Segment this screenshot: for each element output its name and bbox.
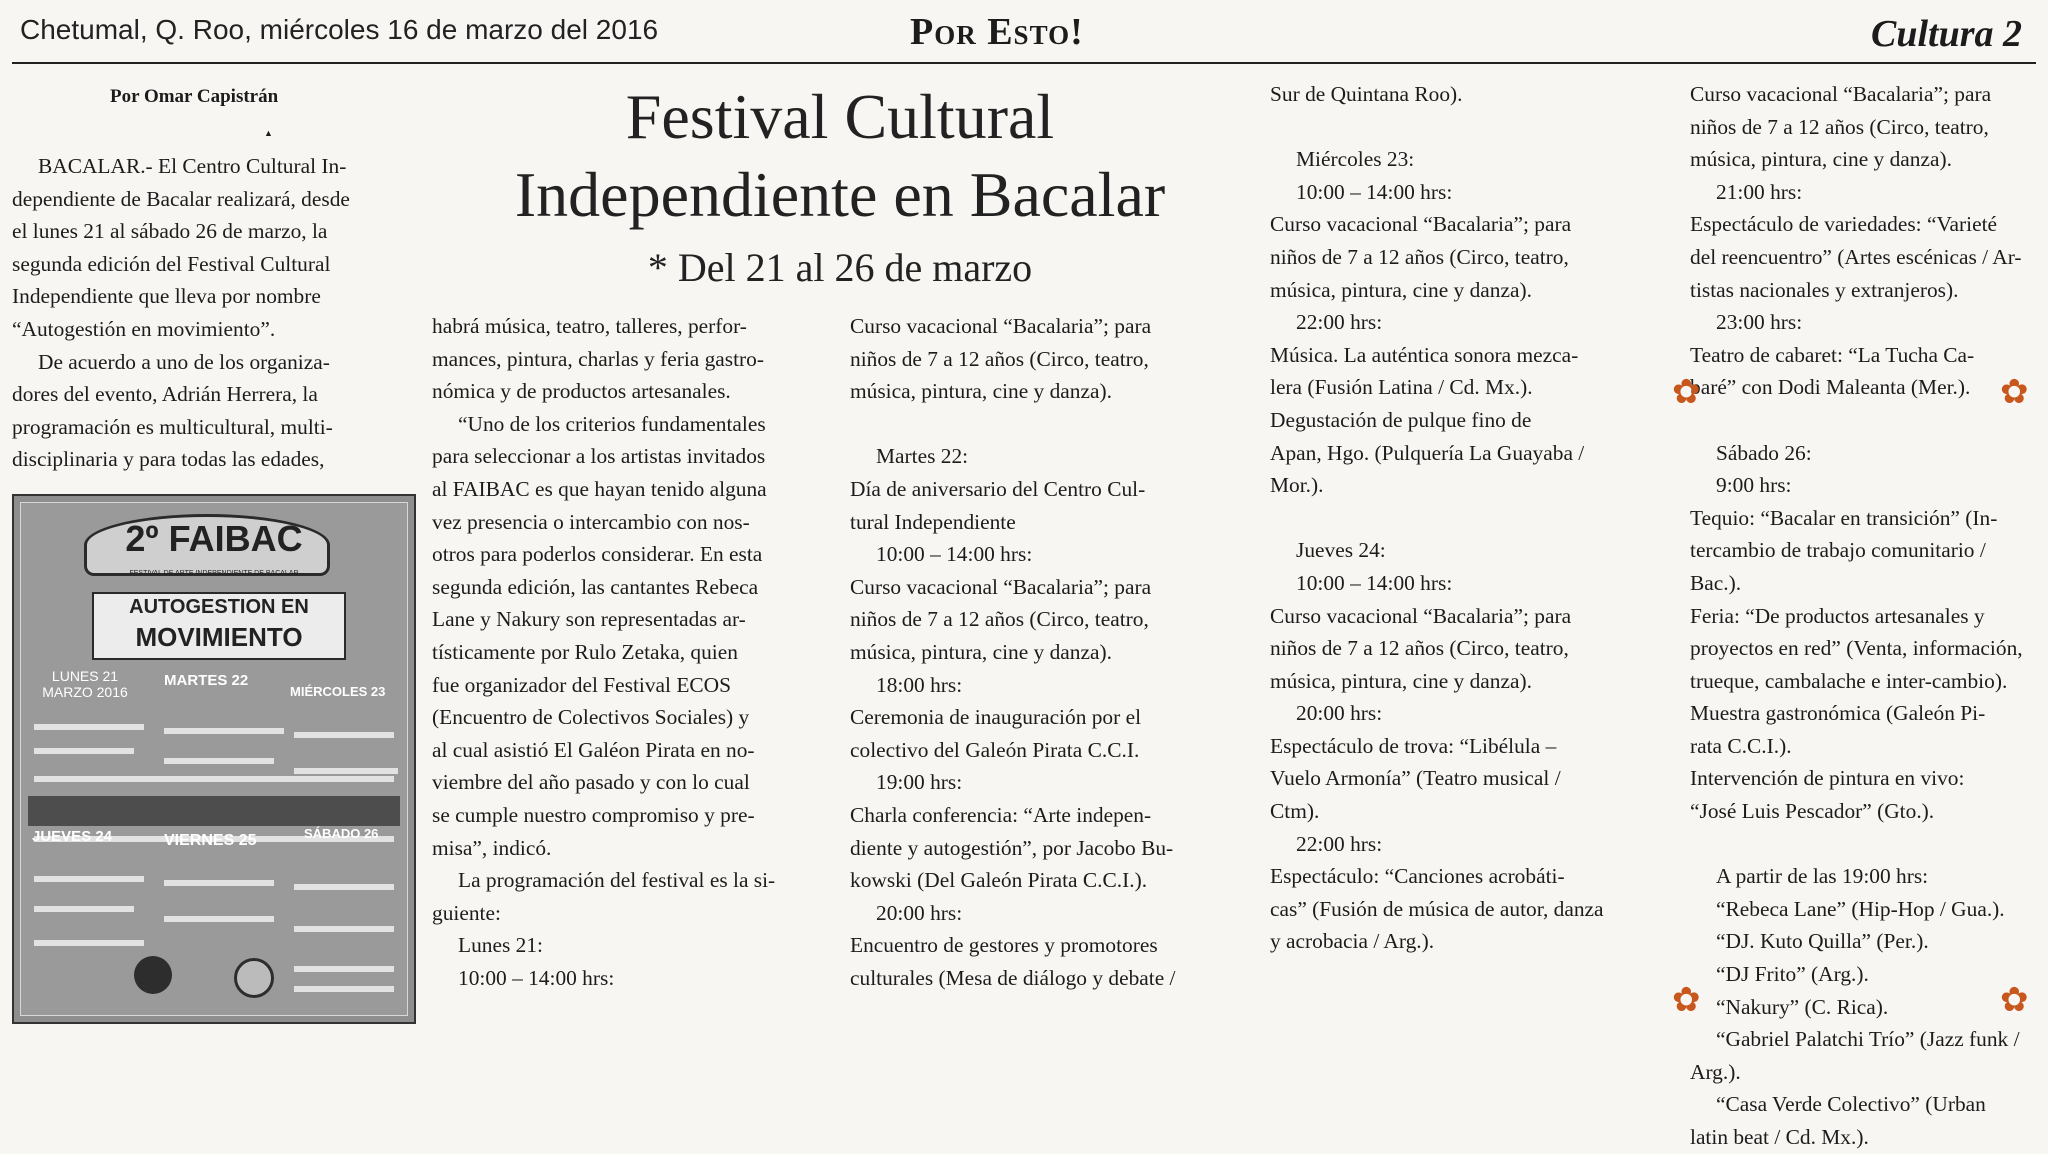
article-line [850, 408, 1250, 441]
article-line: niños de 7 a 12 años (Circo, teatro, [1690, 114, 1989, 139]
column-5 [1690, 78, 2036, 1154]
article-line: (Encuentro de Colectivos Sociales) y [432, 705, 750, 730]
article-line: y acrobacia / Arg.). [1270, 929, 1435, 954]
article-line: culturales (Mesa de diálogo y debate / [850, 965, 1176, 990]
poster-text-line [164, 880, 274, 886]
column-2 [432, 310, 828, 994]
article-line: 9:00 hrs: [1716, 473, 1792, 498]
article-line: nómica y de productos artesanales. [432, 379, 731, 404]
poster-headline-1: AUTOGESTION EN [129, 596, 309, 618]
poster-text-line [294, 768, 398, 774]
article-line: Ceremonia de inauguración por el [850, 705, 1142, 730]
article-line: dores del evento, Adrián Herrera, la [12, 382, 318, 407]
article-line [1270, 502, 1668, 535]
title-line-2: Independiente en Bacalar [514, 159, 1166, 230]
article-line: proyectos en red” (Venta, información, [1690, 636, 2023, 661]
article-line: A partir de las 19:00 hrs: [1716, 864, 1929, 889]
ornament-icon: ✿ [2000, 374, 2029, 411]
poster-sponsor-logo [134, 956, 172, 994]
article-line: 20:00 hrs: [876, 900, 963, 925]
article-line: misa”, indicó. [432, 835, 552, 860]
article-line: Espectáculo de trova: “Libélula – [1270, 733, 1557, 758]
article-line: 10:00 – 14:00 hrs: [1296, 570, 1453, 595]
article-line: Degustación de pulque fino de [1270, 407, 1532, 432]
poster-text-line [34, 748, 134, 754]
byline: Por Omar Capistrán [110, 86, 279, 107]
article-line: segunda edición del Festival Cultural [12, 251, 331, 276]
article-line: música, pintura, cine y danza). [850, 639, 1112, 664]
article-line: Vuelo Armonía” (Teatro musical / [1270, 766, 1561, 791]
poster-subtitle: FESTIVAL DE ARTE INDEPENDIENTE DE BACALAR [129, 570, 299, 577]
article-line: “Casa Verde Colectivo” (Urban [1716, 1092, 1986, 1117]
article-line: “Nakury” (C. Rica). [1716, 994, 1889, 1019]
article-line: Sur de Quintana Roo). [1270, 82, 1463, 106]
poster-text-line [294, 926, 394, 932]
poster-edition: 2º FAIBAC [125, 518, 303, 559]
article-line: Arg.). [1690, 1059, 1741, 1084]
article-line: mances, pintura, charlas y feria gastro- [432, 346, 765, 371]
poster-text-line [294, 986, 394, 992]
article-line: 10:00 – 14:00 hrs: [458, 965, 615, 990]
article-line: Independiente que lleva por nombre [12, 284, 321, 309]
poster-text-line [34, 940, 144, 946]
poster-day-2: MARTES 22 [164, 672, 249, 689]
article-line: 21:00 hrs: [1716, 179, 1803, 204]
article-line: guiente: [432, 900, 501, 925]
article-line: tistas nacionales y extranjeros). [1690, 277, 1959, 302]
article-line: “Gabriel Palatchi Trío” (Jazz funk / [1716, 1027, 2020, 1052]
poster-headline-2: MOVIMIENTO [135, 622, 303, 652]
article-line: al cual asistió El Galéon Pirata en no- [432, 737, 755, 762]
article-line: Encuentro de gestores y promotores [850, 933, 1158, 958]
article-line: programación es multicultural, multi- [12, 414, 333, 439]
poster-text-line [34, 876, 144, 882]
article-line: “Autogestión en movimiento”. [12, 316, 276, 341]
poster-text-line [294, 732, 394, 738]
article-line: segunda edición, las cantantes Rebeca [432, 574, 759, 599]
article-line: Lunes 21: [458, 933, 543, 958]
article-line: 19:00 hrs: [876, 770, 963, 795]
article-line: fue organizador del Festival ECOS [432, 672, 732, 697]
article-line: 10:00 – 14:00 hrs: [876, 542, 1033, 567]
article-line: Martes 22: [876, 444, 969, 469]
article-line: Teatro de cabaret: “La Tucha Ca- [1690, 342, 1975, 367]
poster-sponsor-logo [234, 958, 274, 998]
article-line: kowski (Del Galeón Pirata C.C.I.). [850, 868, 1148, 893]
article-line: Jueves 24: [1296, 538, 1386, 563]
article-line: música, pintura, cine y danza). [850, 379, 1112, 404]
article-line: Miércoles 23: [1296, 147, 1415, 172]
page-header [0, 0, 2048, 64]
article-line: Feria: “De productos artesanales y [1690, 603, 1985, 628]
poster-day-1: LUNES 21 MARZO 2016 [42, 668, 128, 700]
article-line [1690, 828, 2036, 861]
article-line: Día de aniversario del Centro Cul- [850, 476, 1146, 501]
article-line: 20:00 hrs: [1296, 701, 1383, 726]
article-line: música, pintura, cine y danza). [1270, 668, 1532, 693]
poster-text-line [164, 758, 274, 764]
article-line: 23:00 hrs: [1716, 310, 1803, 335]
poster-text-line [34, 776, 394, 782]
article-line: Curso vacacional “Bacalaria”; para [1270, 212, 1572, 237]
article-line: habrá música, teatro, talleres, perfor- [432, 314, 747, 338]
article-line: colectivo del Galeón Pirata C.C.I. [850, 737, 1140, 762]
article-line: tural Independiente [850, 509, 1016, 534]
article-line: el lunes 21 al sábado 26 de marzo, la [12, 219, 328, 244]
article-line: lera (Fusión Latina / Cd. Mx.). [1270, 375, 1533, 400]
article-line: tercambio de trabajo comunitario / [1690, 538, 1986, 563]
article-line: música, pintura, cine y danza). [1270, 277, 1532, 302]
article-line: se cumple nuestro compromiso y pre- [432, 802, 755, 827]
article-line: niños de 7 a 12 años (Circo, teatro, [1270, 244, 1569, 269]
poster-day-6: SÁBADO 26 [304, 826, 379, 841]
poster-text-line [294, 884, 394, 890]
article-line: De acuerdo a uno de los organiza- [38, 349, 330, 374]
festival-poster [12, 494, 416, 1024]
article-line: del reencuentro” (Artes escénicas / Ar- [1690, 244, 2022, 269]
article-line: Ctm). [1270, 799, 1320, 824]
poster-text-line [294, 966, 394, 972]
article-line: Lane y Nakury son representadas ar- [432, 607, 746, 632]
article-line: viembre del año pasado y con lo cual [432, 770, 750, 795]
article-line: “Rebeca Lane” (Hip-Hop / Gua.). [1716, 896, 2005, 921]
article-line [1690, 404, 2036, 437]
article-line: Mor.). [1270, 473, 1324, 498]
dateline: Chetumal, Q. Roo, miércoles 16 de marzo del 2016 [20, 14, 659, 45]
article-line: Curso vacacional “Bacalaria”; para [1270, 603, 1572, 628]
poster-banner [28, 796, 400, 826]
article-line: BACALAR.- El Centro Cultural In- [38, 154, 347, 178]
article-line: Espectáculo: “Canciones acrobáti- [1270, 864, 1565, 889]
poster-text-line [164, 916, 274, 922]
article-line: rata C.C.I.). [1690, 733, 1792, 758]
poster-text-line [34, 906, 134, 912]
article-line: música, pintura, cine y danza). [1690, 147, 1952, 172]
poster-day-5: VIERNES 25 [164, 832, 257, 849]
article-subtitle: * Del 21 al 26 de marzo [647, 245, 1033, 290]
article-line: Tequio: “Bacalar en transición” (In- [1690, 505, 1998, 530]
article-line: 18:00 hrs: [876, 672, 963, 697]
article-line: niños de 7 a 12 años (Circo, teatro, [1270, 636, 1569, 661]
article-line: al FAIBAC es que hayan tenido alguna [432, 476, 767, 501]
article-line: Espectáculo de variedades: “Varieté [1690, 212, 1998, 237]
ornament-icon: ✿ [1672, 374, 1701, 411]
article-line: Intervención de pintura en vivo: [1690, 766, 1965, 791]
poster-day-4: JUEVES 24 [32, 828, 113, 845]
poster-text-line [164, 728, 284, 734]
article-title [430, 78, 1250, 234]
article-line: niños de 7 a 12 años (Circo, teatro, [850, 607, 1149, 632]
column-3 [850, 310, 1250, 994]
article-line: Charla conferencia: “Arte indepen- [850, 802, 1152, 827]
article-line: Muestra gastronómica (Galeón Pi- [1690, 701, 1986, 726]
article-line [1270, 111, 1668, 144]
newspaper-name: Por Esto! [910, 11, 1084, 53]
poster-text-line [34, 724, 144, 730]
article-line: Sábado 26: [1716, 440, 1812, 465]
ornament-icon: ✿ [2000, 982, 2029, 1019]
article-line: La programación del festival es la si- [458, 868, 776, 893]
article-line: 22:00 hrs: [1296, 831, 1383, 856]
column-4 [1270, 78, 1668, 958]
article-line: Música. La auténtica sonora mezca- [1270, 342, 1579, 367]
column-1 [12, 150, 410, 476]
article-line: “Uno de los criterios fundamentales [458, 411, 766, 436]
article-line: “José Luis Pescador” (Gto.). [1690, 799, 1935, 824]
title-line-1: Festival Cultural [625, 81, 1055, 152]
article-line: trueque, cambalache e inter-cambio). [1690, 668, 2008, 693]
article-line: Curso vacacional “Bacalaria”; para [1690, 82, 1992, 106]
article-line: latin beat / Cd. Mx.). [1690, 1125, 1869, 1149]
poster-day-3: MIÉRCOLES 23 [290, 684, 386, 699]
article-line: Apan, Hgo. (Pulquería La Guayaba / [1270, 440, 1585, 465]
article-line: vez presencia o intercambio con nos- [432, 509, 750, 534]
article-line: dependiente de Bacalar realizará, desde [12, 186, 350, 211]
article-line: tísticamente por Rulo Zetaka, quien [432, 639, 738, 664]
header-rule [12, 62, 2036, 64]
article-line: Bac.). [1690, 570, 1742, 595]
article-line: “DJ. Kuto Quilla” (Per.). [1716, 929, 1929, 954]
small-mark: ▲ [264, 128, 273, 138]
section-label: Cultura 2 [1870, 13, 2022, 55]
article-line: “DJ Frito” (Arg.). [1716, 962, 1869, 987]
article-line: 22:00 hrs: [1296, 310, 1383, 335]
article-line: 10:00 – 14:00 hrs: [1296, 179, 1453, 204]
article-line: diente y autogestión”, por Jacobo Bu- [850, 835, 1174, 860]
article-line: otros para poderlos considerar. En esta [432, 542, 763, 567]
article-line: Curso vacacional “Bacalaria”; para [850, 574, 1152, 599]
article-line: cas” (Fusión de música de autor, danza [1270, 896, 1604, 921]
article-line: Curso vacacional “Bacalaria”; para [850, 314, 1152, 338]
article-line: para seleccionar a los artistas invitados [432, 444, 766, 469]
ornament-icon: ✿ [1672, 982, 1701, 1019]
article-line: disciplinaria y para todas las edades, [12, 447, 325, 472]
article-line: niños de 7 a 12 años (Circo, teatro, [850, 346, 1149, 371]
article-line: baré” con Dodi Maleanta (Mer.). [1690, 375, 1971, 400]
